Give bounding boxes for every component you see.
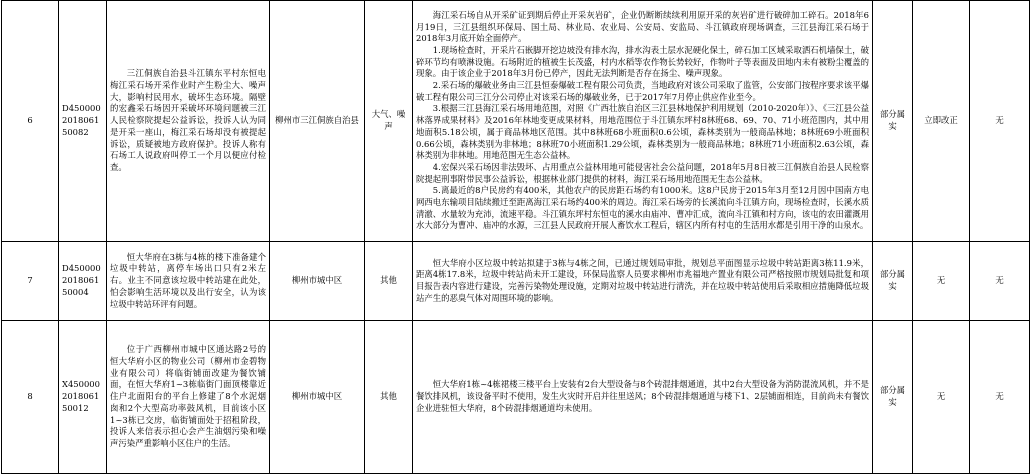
complaint-code: X450000201806150012 [59, 321, 107, 474]
truth-status: 部分属实 [873, 1, 913, 242]
accountability: 无 [970, 1, 1030, 242]
verification-paragraph: 5.离最近的8户民房约有400米，其他农户的民房距石场约有1000米。这8户民房于2015年3月至12月因中国南方电网西电东输项目陆续搬迁至距离海江采石场约400米的周边。海江采石场旁的长溪流向斗江镇方向，现场检查时，长溪水质清澈、水量较为充沛，流速平稳。斗江镇东坪村东恒屯的溪水由庙冲、曹冲汇成，流向斗江镇和村方向，该屯的农田灌溉用水大部分为曹冲、庙冲的水源，三江县人民政府开展人畜饮水工程后，辖区内所有村屯的生活用水都是引用干净的山泉水。 [416, 185, 869, 231]
verification-paragraph: 恒大华府1栋~4栋裙楼三楼平台上安装有2台大型设备与8个砖混排烟通道，其中2台大型设备为消防混流风机，并不是餐饮排风机，该设备平时不使用，发生火灾时开启并往里送风；8个砖混排烟通道与楼下1、2层铺面相连，目前尚未有餐饮企业进驻恒大华府，8个砖混排烟通道均未使用。 [416, 379, 869, 413]
row-number: 8 [2, 321, 59, 474]
truth-status: 部分属实 [873, 242, 913, 321]
table-row [2, 321, 1030, 474]
row-number: 6 [2, 1, 59, 242]
verification-paragraph: 海江采石场自从开采矿证到期后停止开采灰岩矿，企业仍断断续续利用原开采的灰岩矿进行破碎加工碎石。2018年6月19日，三江县组织环保局、国土局、林业局、农业局、公安局、安监局、斗江镇政府现场调查，三江县海江采石场于2018年3月底开始全面停产。 [416, 9, 869, 44]
row-number: 7 [2, 242, 59, 321]
complaint-code: D450000201806150004 [59, 242, 107, 321]
verification-paragraph: 1.现场检查时，开采片石嵌脚开挖边坡没有排水沟，排水沟表土层水泥硬化保土，碎石加工区域采取洒石机墙保土，破碎环节均有喷淋设施。石场附近的植被生长茂盛，村内水稻等农作物长势较好，作物叶子等表面及田地内未有被粉尘覆盖的现象。由于该企业于2018年3月份已停产，因此无法判断是否存在扬尘、噪声现象。 [416, 44, 869, 79]
accountability: 无 [970, 242, 1030, 321]
handling-measure: 无 [913, 321, 970, 474]
handling-measure: 无 [913, 242, 970, 321]
complaint-content: 恒大华府在3栋与4栋的楼下准备建个垃圾中转站，离停车场出口只有2米左右。业主不同意该垃圾中转站建在此处，怕会影响生活环境以及出行安全，认为该垃圾中转站环评有问题。 [107, 242, 270, 321]
verification-result [413, 1, 873, 242]
pollution-type: 其他 [365, 321, 413, 474]
verification-result [413, 242, 873, 321]
truth-status: 部分属实 [873, 321, 913, 474]
administrative-region: 柳州市城中区 [270, 321, 365, 474]
pollution-type: 其他 [365, 242, 413, 321]
table-row [2, 242, 1030, 321]
verification-paragraph: 2.采石场的爆破业务由三江县恒泰爆破工程有限公司负责，当地政府对该公司采取了监管，公安部门按程序要求该平爆破工程有限公司三江分公司停止对该采石场的爆破业务，已于2017年7月停止供应作业至今。 [416, 80, 869, 102]
petition-table [1, 0, 1030, 474]
pollution-type: 大气、噪声 [365, 1, 413, 242]
verification-paragraph: 4.宏保兴采石场因非法毁坏、占用重点公益林用地可能侵害社会公益问题，2018年5月8日被三江侗族自治县人民检察院提起刑事附带民事公益诉讼，根据林业部门提供的材料，海江采石场用地范围无生态公益林。 [416, 161, 869, 184]
verification-paragraph: 3.根据三江县海江采石场用地范围，对照《广西壮族自治区三江县林地保护利用规划（2010-2020年）》、《三江县公益林落界成果材料》及2016年林地变更成果材料，用地范围位于斗江镇东坪村8林班68、69、70、71小班范围内，其中用地面积5.18公顷，属于商品林地区范围。其中8林班68小班面积0.6公顷，森林类别为一般商品林地；8林班69小班面积0.66公顷，森林类别为非林地；8林班70小班面积1.29公顷，森林类别为一般商品林地；8林班71小班面积2.63公顷，森林类别为非林地。用地范围无生态公益林。 [416, 103, 869, 161]
accountability: 无 [970, 321, 1030, 474]
complaint-content: 位于广西柳州市城中区通达路2号的恒大华府小区的物业公司（柳州市金碧物业有限公司）将临街铺面改建为餐饮铺面，在恒大华府1~3栋临街门面顶楼靠近住户北面阳台的平台上修建了8个水泥烟囱和2个大型高功率鼓风机，目前该小区1~3栋已交房，临街铺面处于招租阶段，投诉人来信表示担心会产生油烟污染和噪声污染严重影响小区住户的生活。 [107, 321, 270, 474]
complaint-content: 三江侗族自治县斗江镇东平村东恒电梅江采石场开采作业时产生粉尘大、噪声大，影响村民用水，破坏生态环境。隔壁的宏鑫采石场因开采破坏环境问题被三江人民检察院提起公益诉讼，投诉人认为同是开采一座山，梅江采石场却没有被提起诉讼，质疑被地方政府保护。投诉人称有石场工人说政府叫停工一个月以便应付检查。 [107, 1, 270, 242]
handling-measure: 立即改正 [913, 1, 970, 242]
administrative-region: 柳州市城中区 [270, 242, 365, 321]
complaint-code: D450000201806150082 [59, 1, 107, 242]
verification-paragraph: 恒大华府小区垃圾中转站拟建于3栋与4栋之间，已通过规划局审批，规划总平面图显示垃圾中转站距离3栋11.9米，距离4栋17.8米，垃圾中转站尚未开工建设，环保局监察人员要求柳州市兆福地产置业有限公司严格按照市规划局批复和项目报告表内容进行建设，完善污染物处理设施，定期对垃圾中转站进行清洗，并在垃圾中转站使用后采取相应措施降低垃圾站产生的恶臭气体对周围环境的影响。 [416, 257, 869, 303]
verification-result [413, 321, 873, 474]
table-row [2, 1, 1030, 242]
administrative-region: 柳州市三江侗族自治县 [270, 1, 365, 242]
